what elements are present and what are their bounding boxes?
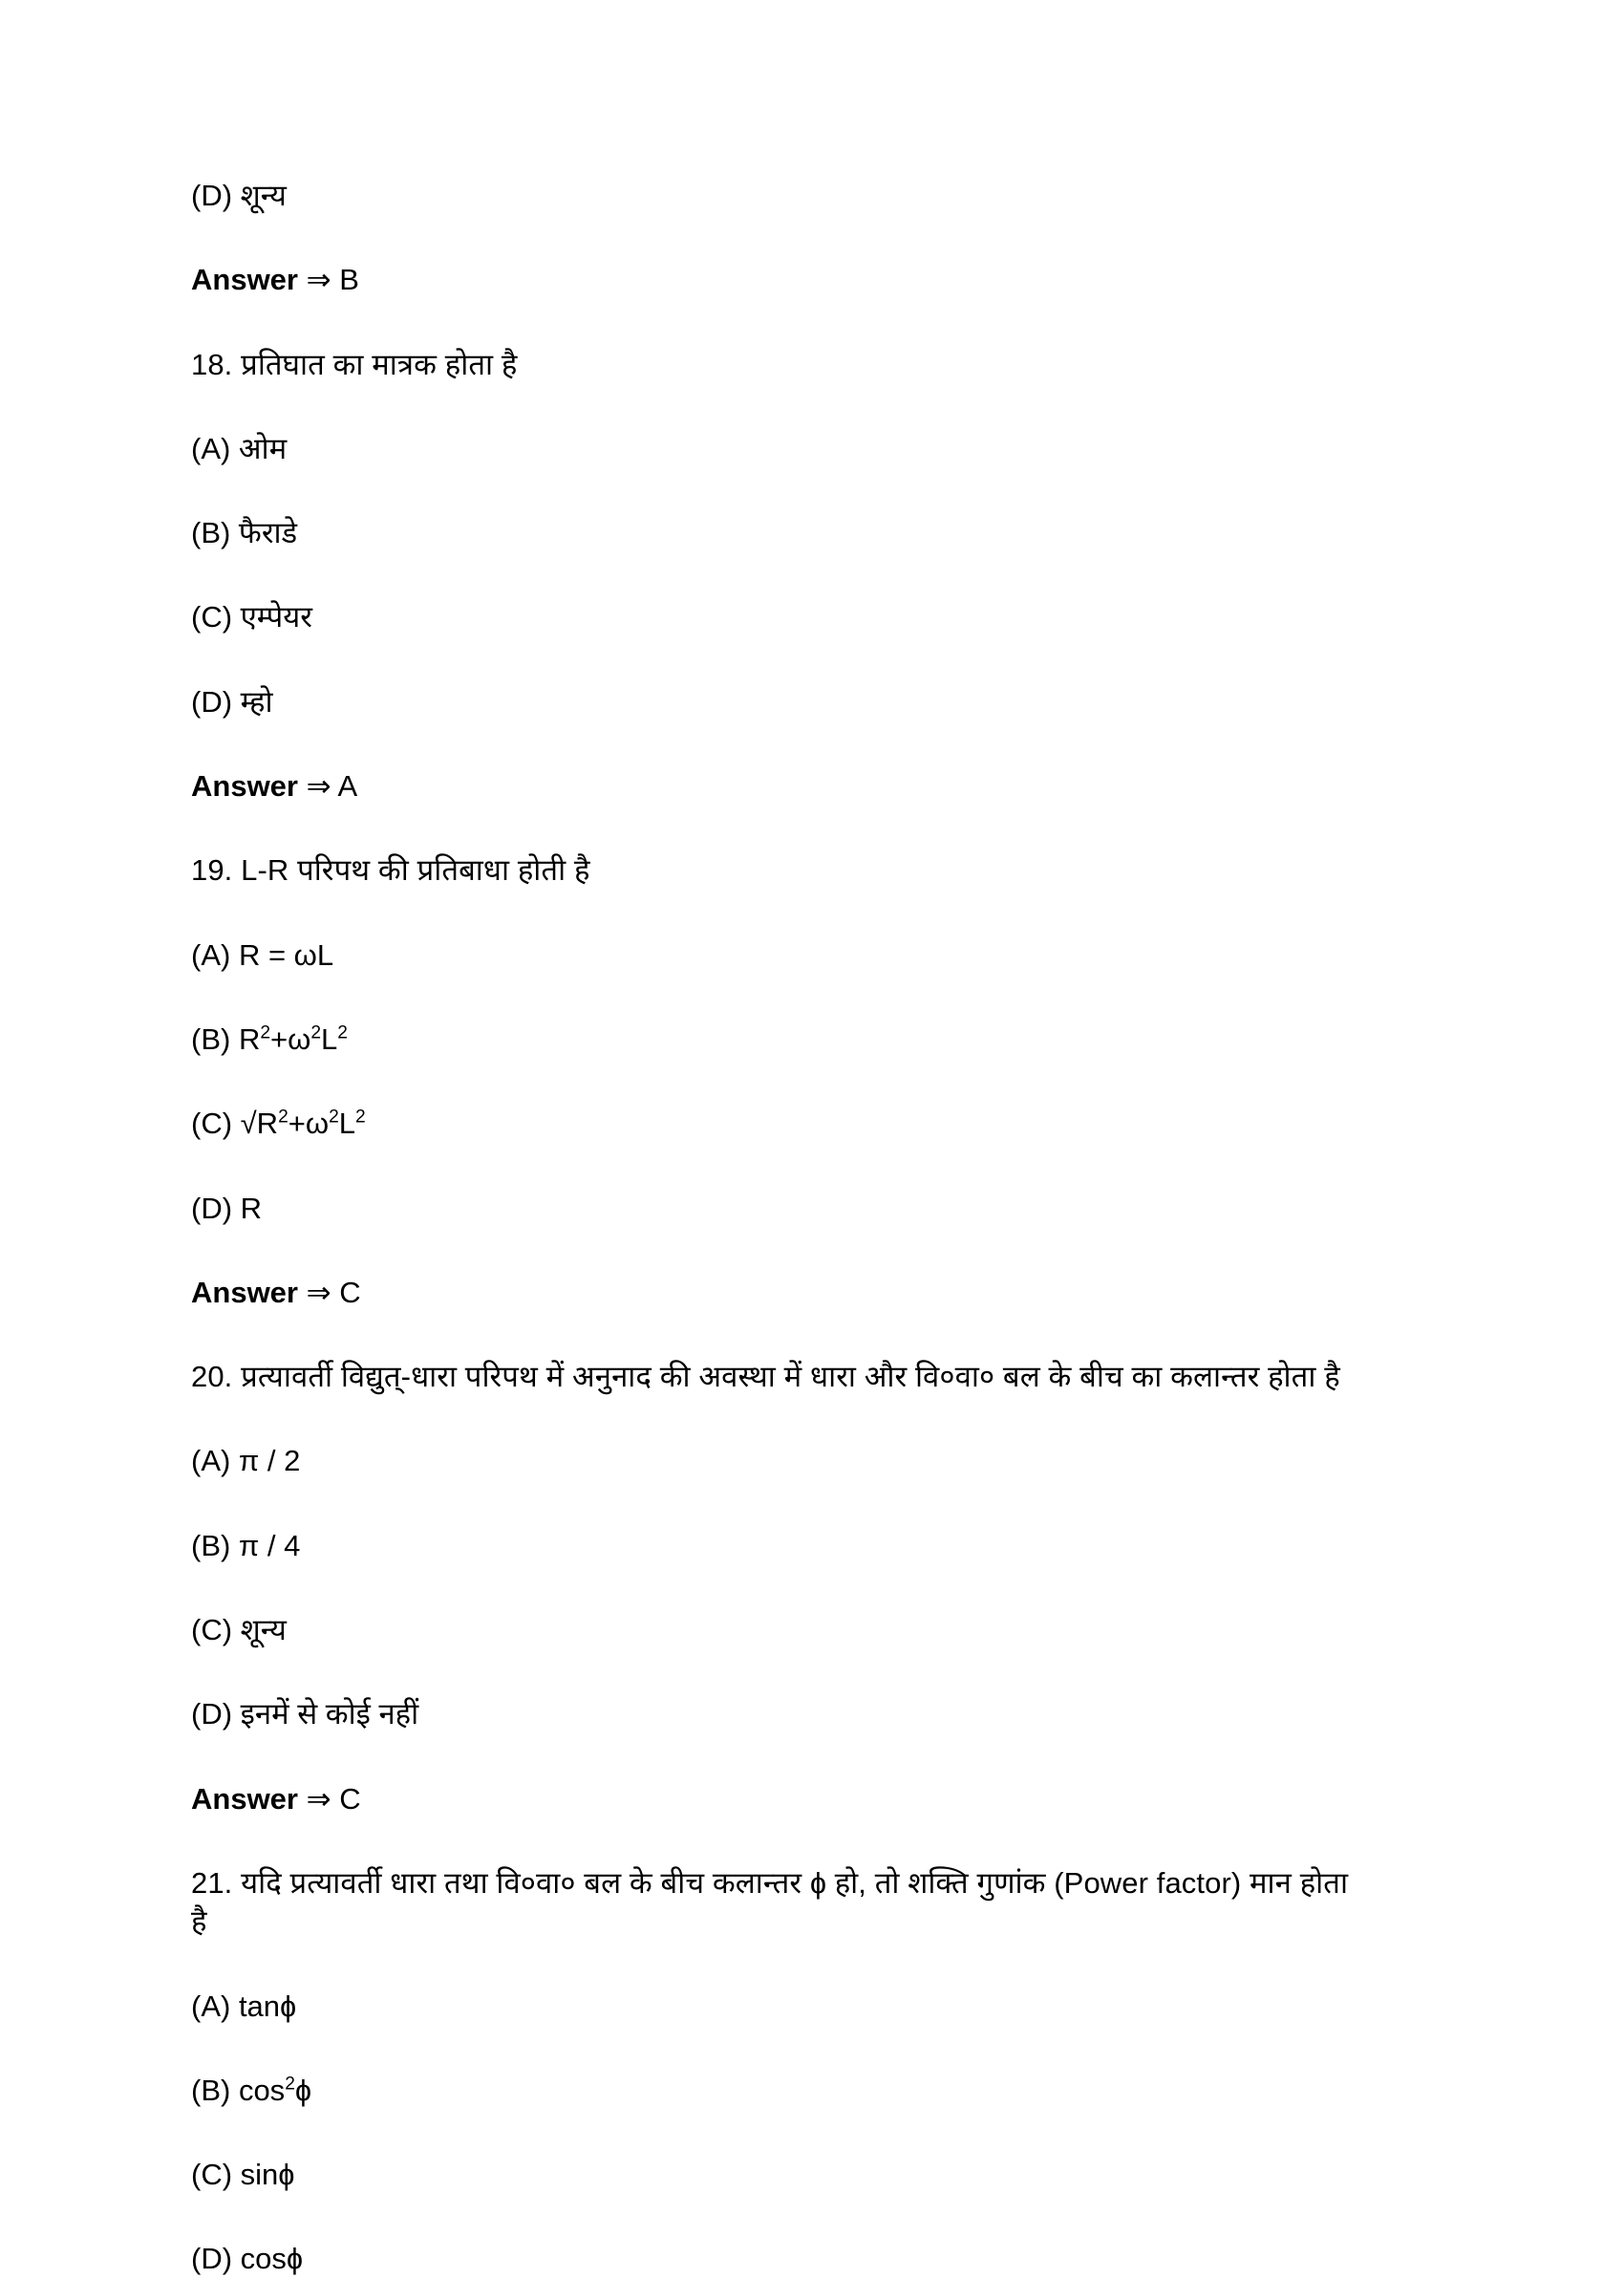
answer-arrow-icon: ⇒ bbox=[306, 263, 331, 297]
formula-base-2: L bbox=[338, 1107, 355, 1141]
answer-row-18 bbox=[191, 767, 1433, 806]
formula-base-2: L bbox=[321, 1021, 338, 1056]
formula-base-1: R bbox=[238, 1021, 261, 1056]
question-text-19: 19. L-R परिपथ की प्रतिबाधा होती है bbox=[191, 853, 590, 888]
question-20-option-c[interactable]: (C) शून्य bbox=[191, 1613, 287, 1647]
question-21-option-d[interactable] bbox=[191, 2240, 1433, 2278]
answer-row-20 bbox=[191, 1780, 1433, 1818]
question-21-option-b[interactable] bbox=[191, 2072, 1433, 2110]
answer-label: Answer bbox=[191, 769, 298, 804]
answer-value: C bbox=[339, 1781, 361, 1816]
question-18-option-a[interactable]: (A) ओम bbox=[191, 431, 288, 465]
answer-value: C bbox=[339, 1275, 361, 1309]
formula-mid: ɸ bbox=[294, 2073, 311, 2107]
option-body: cosɸ bbox=[240, 2242, 303, 2276]
answer-value: B bbox=[339, 263, 359, 297]
formula-base-1: R bbox=[256, 1107, 279, 1141]
question-text-21: 21. यदि प्रत्यावर्ती धारा तथा वि०वा० बल के बीच कलान्तर ɸ हो, तो शक्ति गुणांक (Power factor) मान होता है bbox=[191, 1865, 1349, 1939]
orphan-option-block bbox=[191, 177, 1433, 215]
question-19-option-b[interactable] bbox=[191, 1021, 1433, 1059]
option-prefix: (C) bbox=[191, 1107, 241, 1141]
option-d-shunya: (D) शून्य bbox=[191, 179, 287, 212]
option-body: sinɸ bbox=[240, 2158, 295, 2192]
formula-sup-1: 2 bbox=[285, 2074, 295, 2095]
answer-arrow-icon: ⇒ bbox=[306, 1781, 331, 1816]
question-18-option-c[interactable]: (C) एम्पेयर bbox=[191, 600, 312, 634]
formula-sup-2: 2 bbox=[329, 1107, 339, 1128]
formula-mid: +ω bbox=[288, 1107, 330, 1141]
formula-sup-3: 2 bbox=[337, 1022, 348, 1043]
question-20-option-b[interactable]: (B) π / 4 bbox=[191, 1528, 301, 1562]
option-prefix: (B) bbox=[191, 2073, 239, 2107]
option-body: R = ωL bbox=[238, 937, 334, 972]
answer-label: Answer bbox=[191, 263, 298, 297]
answer-label: Answer bbox=[191, 1275, 298, 1309]
question-19-option-c[interactable] bbox=[191, 1105, 1433, 1143]
answer-row-19 bbox=[191, 1274, 1433, 1312]
answer-row-17 bbox=[191, 261, 1433, 299]
option-prefix: (B) bbox=[191, 1021, 239, 1056]
question-21-option-a[interactable] bbox=[191, 1988, 1433, 2026]
option-prefix: (A) bbox=[191, 937, 239, 972]
option-body: tanɸ bbox=[238, 1989, 297, 2023]
formula-sup-3: 2 bbox=[355, 1107, 366, 1128]
question-20-option-a[interactable]: (A) π / 2 bbox=[191, 1444, 301, 1478]
option-prefix: (D) bbox=[191, 1191, 241, 1225]
answer-value: A bbox=[337, 769, 358, 804]
option-prefix: (D) bbox=[191, 2242, 241, 2276]
option-formula bbox=[239, 1022, 348, 1056]
question-21-option-c[interactable] bbox=[191, 2156, 1433, 2194]
formula-sup-1: 2 bbox=[260, 1022, 271, 1043]
formula-base-1: cos bbox=[238, 2073, 286, 2107]
option-prefix: (A) bbox=[191, 1989, 239, 2023]
option-body: R bbox=[240, 1191, 263, 1225]
option-prefix: (C) bbox=[191, 2158, 241, 2192]
answer-arrow-icon: ⇒ bbox=[306, 1275, 331, 1309]
question-19-option-d[interactable] bbox=[191, 1190, 1433, 1228]
question-18-option-b[interactable]: (B) फैराडे bbox=[191, 516, 298, 550]
option-formula bbox=[241, 1107, 366, 1140]
answer-label: Answer bbox=[191, 1781, 298, 1816]
question-text-20: 20. प्रत्यावर्ती विद्युत्-धारा परिपथ में अनुनाद की अवस्था में धारा और वि०वा० बल के बीच का कलान्तर होता है bbox=[191, 1360, 1340, 1394]
formula-mid: +ω bbox=[270, 1021, 311, 1056]
question-18-option-d[interactable]: (D) म्हो bbox=[191, 684, 273, 719]
formula-sup-1: 2 bbox=[278, 1107, 288, 1128]
formula-sup-2: 2 bbox=[310, 1022, 322, 1043]
answer-arrow-icon: ⇒ bbox=[306, 769, 331, 804]
question-text-18: 18. प्रतिघात का मात्रक होता है bbox=[191, 347, 518, 381]
question-20-option-d[interactable]: (D) इनमें से कोई नहीं bbox=[191, 1697, 419, 1731]
question-19-option-a[interactable] bbox=[191, 936, 1433, 975]
square-root-icon: √ bbox=[240, 1107, 257, 1141]
